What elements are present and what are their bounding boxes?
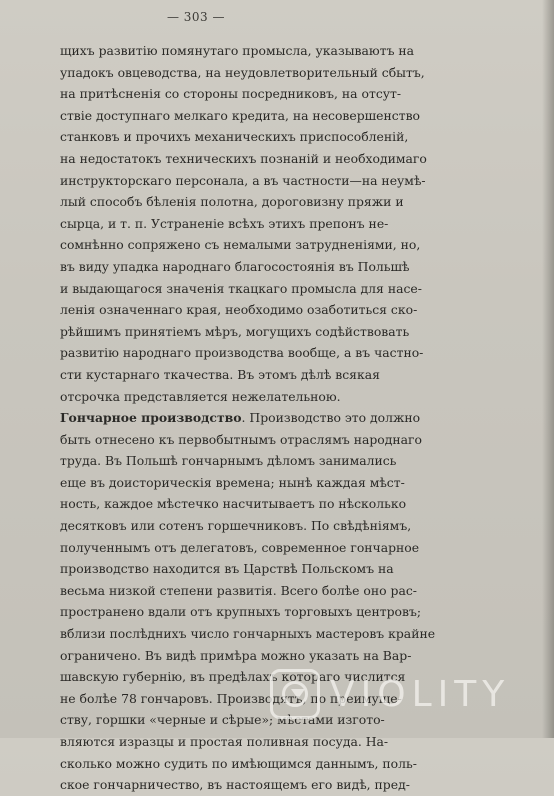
text-line: весьма низкой степени развитія. Всего болѣе оно рас- [60, 582, 417, 598]
text-line: сколько можно судить по имѣющимся даннымъ, поль- [60, 755, 417, 771]
page-number: — 303 — [166, 10, 226, 24]
text-line: въ виду упадка народнаго благосостоянія въ Польшѣ [60, 258, 410, 274]
text-line: шавскую губернію, въ предѣлахъ котораго числится [60, 669, 406, 685]
text-line: еще въ доисторическія времена; нынѣ каждая мѣст- [60, 474, 405, 490]
text-line: полученнымъ отъ делегатовъ, современное гончарное [60, 539, 420, 555]
text-line: лый способъ бѣленія полотна, дороговизну пряжи и [60, 194, 404, 210]
text-line: развитію народнаго производства вообще, а въ частно- [60, 345, 424, 361]
text-line: на притѣсненія со стороны посредниковъ, на отсут- [60, 86, 402, 102]
text-line: отсрочка представляется нежелательною. [60, 388, 341, 404]
text-line: производство находится въ Царствѣ Польскомъ на [60, 561, 394, 577]
section-heading-pottery: Гончарное производство [60, 410, 242, 426]
text-line: сырца, и т. п. Устраненіе всѣхъ этихъ препонъ не- [60, 215, 389, 231]
text-line: станковъ и прочихъ механическихъ приспособленій, [60, 129, 409, 145]
text-line: ленія означеннаго края, необходимо озаботиться ско- [60, 302, 418, 318]
text-line: пространено вдали отъ крупныхъ торговыхъ центровъ; [60, 604, 422, 620]
page-edge-shadow [542, 0, 554, 738]
text-line: быть отнесено къ первобытнымъ отраслямъ народнаго [60, 431, 422, 447]
text-line: сомнѣнно сопряжено съ немалыми затрудненіями, но, [60, 237, 421, 253]
text-line: щихъ развитію помянутаго промысла, указываютъ на [60, 43, 415, 58]
watermark-text: VIOLITY [330, 673, 511, 715]
text-line: вблизи послѣднихъ число гончарныхъ мастеровъ крайне [60, 626, 436, 642]
text-line: десятковъ или сотенъ горшечниковъ. По свѣдѣніямъ, [60, 518, 412, 534]
text-line: ству, горшки «черные и сѣрые»; мѣстами изгото- [60, 712, 385, 728]
text-line: упадокъ овцеводства, на неудовлетворительный сбытъ, [60, 64, 425, 80]
section-heading-tail: . Производство это должно [241, 410, 421, 426]
text-line: ствіе доступнаго мелкаго кредита, на несовершенство [60, 107, 421, 123]
text-line: и выдающагося значенія ткацкаго промысла для насе- [60, 280, 422, 296]
text-line: не болѣе 78 гончаровъ. Производятъ, по преимуще- [60, 690, 402, 706]
text-line: на недостатокъ техническихъ познаній и необходимаго [60, 150, 427, 166]
text-line: ность, каждое мѣстечко насчитываетъ по нѣсколько [60, 496, 407, 512]
text-line: инструкторскаго персонала, а въ частности—на неумѣ- [60, 172, 426, 188]
text-line: рѣйшимъ принятіемъ мѣръ, могущихъ содѣйствовать [60, 323, 410, 339]
text-line: сти кустарнаго ткачества. Въ этомъ дѣлѣ всякая [60, 366, 380, 382]
text-line-heading [60, 407, 421, 429]
play-icon [270, 669, 320, 719]
text-line: ское гончарничество, въ настоящемъ его видѣ, пред- [60, 777, 410, 793]
text-line: труда. Въ Польшѣ гончарнымъ дѣломъ занимались [60, 453, 397, 469]
watermark [270, 667, 538, 721]
text-line: ограничено. Въ видѣ примѣра можно указать на Вар- [60, 647, 412, 663]
text-line: вляются изразцы и простая поливная посуда. На- [60, 734, 389, 749]
paragraph-weaving [60, 40, 427, 407]
